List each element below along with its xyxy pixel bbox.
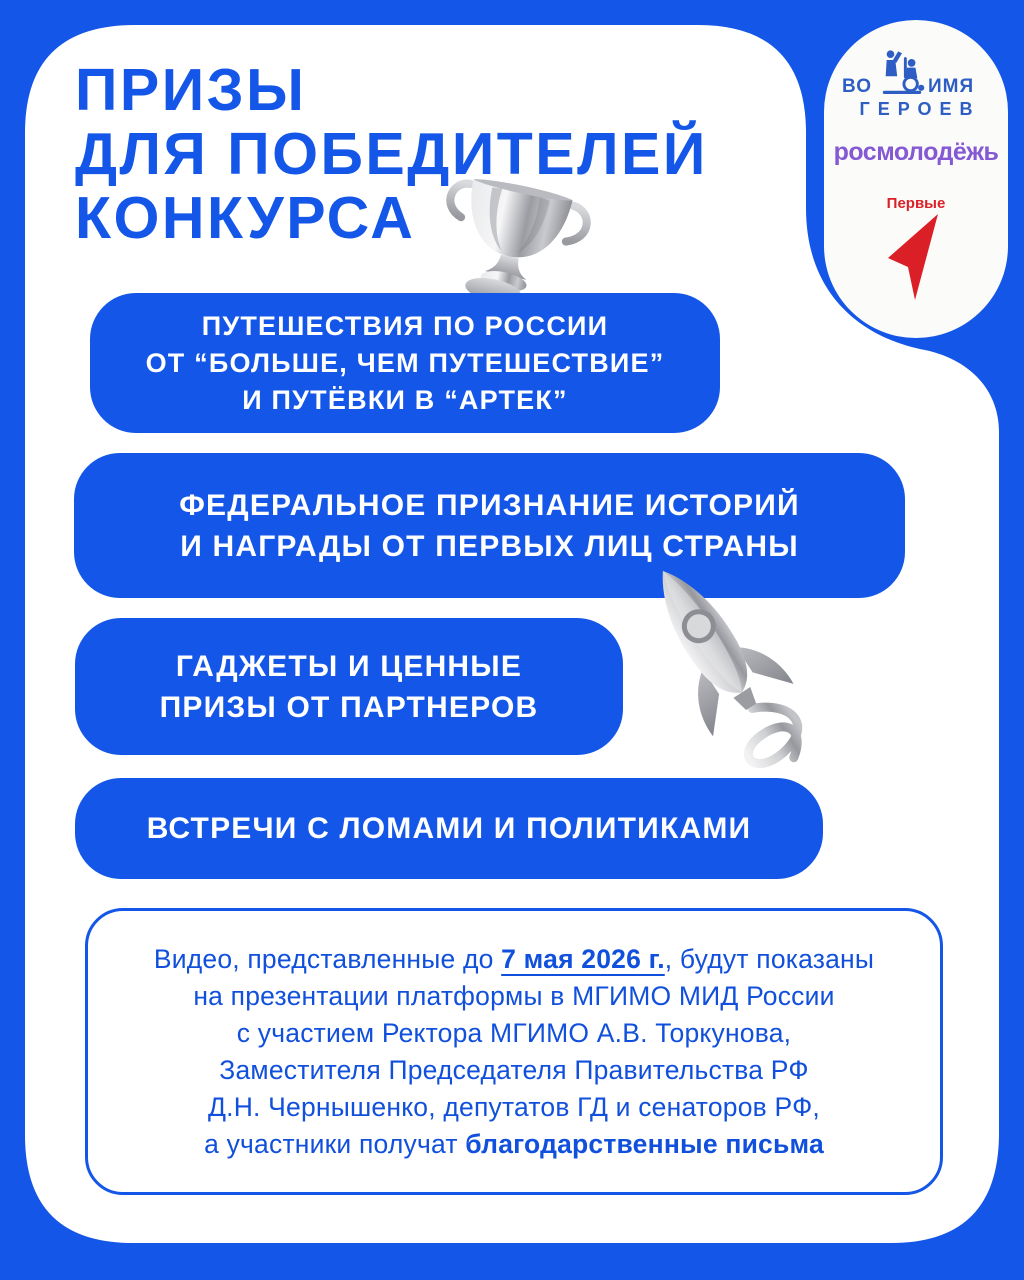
footer-line-5: Д.Н. Чернышенко, депутатов ГД и сенаторов РФ, xyxy=(207,1091,820,1122)
rosmolodezh-logo: росмолодёжь xyxy=(833,138,999,166)
pervye-arrow-icon xyxy=(888,214,940,302)
footer-card xyxy=(85,908,943,1195)
pill-line: ФЕДЕРАЛЬНОЕ ПРИЗНАНИЕ ИСТОРИЙ xyxy=(179,488,800,522)
title-line-3: КОНКУРСА xyxy=(75,185,416,251)
pill-line: И НАГРАДЫ ОТ ПЕРВЫХ ЛИЦ СТРАНЫ xyxy=(180,529,799,563)
footer-line-1 xyxy=(88,941,940,978)
footer-line-6-bold: благодарственные письма xyxy=(465,1128,824,1159)
pill-line: ГАДЖЕТЫ И ЦЕННЫЕ xyxy=(175,649,523,683)
footer-line-6-pre: а участники получат xyxy=(204,1128,466,1159)
rocket-icon xyxy=(603,548,823,798)
pill-line: ОТ “БОЛЬШЕ, ЧЕМ ПУТЕШЕСТВИЕ” xyxy=(145,347,665,378)
footer-line-2: на презентации платформы в МГИМО МИД России xyxy=(193,980,835,1011)
pervye-label: Первые xyxy=(886,195,946,212)
footer-line-1-post: , будут показаны xyxy=(664,943,875,974)
footer-text xyxy=(88,941,940,1163)
page-title xyxy=(75,58,708,250)
heroes-word-imya: ИМЯ xyxy=(928,76,975,97)
heroes-word-vo: ВО xyxy=(842,76,873,97)
footer-line-3: с участием Ректора МГИМО А.В. Торкунова, xyxy=(236,1017,792,1048)
pill-line: ПРИЗЫ ОТ ПАРТНЕРОВ xyxy=(159,690,539,724)
pill-line: ВСТРЕЧИ С ЛОМАМИ И ПОЛИТИКАМИ xyxy=(146,811,752,845)
footer-line-4: Заместителя Председателя Правительства РФ xyxy=(219,1054,809,1085)
title-line-1: ПРИЗЫ xyxy=(75,57,307,123)
heroes-logo xyxy=(836,46,996,98)
heroes-word-geroev: ГЕРОЕВ xyxy=(859,99,981,119)
statue-icon xyxy=(878,48,926,95)
pill-line: И ПУТЁВКИ В “АРТЕК” xyxy=(242,384,568,415)
footer-line-6 xyxy=(88,1126,940,1163)
footer-line-1-pre: Видео, представленные до xyxy=(153,943,502,974)
deadline-date: 7 мая 2026 г. xyxy=(501,943,665,974)
title-line-2: ДЛЯ ПОБЕДИТЕЛЕЙ xyxy=(75,121,708,187)
prize-pill-travel xyxy=(90,293,720,433)
prize-pill-gadgets xyxy=(75,618,623,755)
pill-line: ПУТЕШЕСТВИЯ ПО РОССИИ xyxy=(201,310,609,341)
